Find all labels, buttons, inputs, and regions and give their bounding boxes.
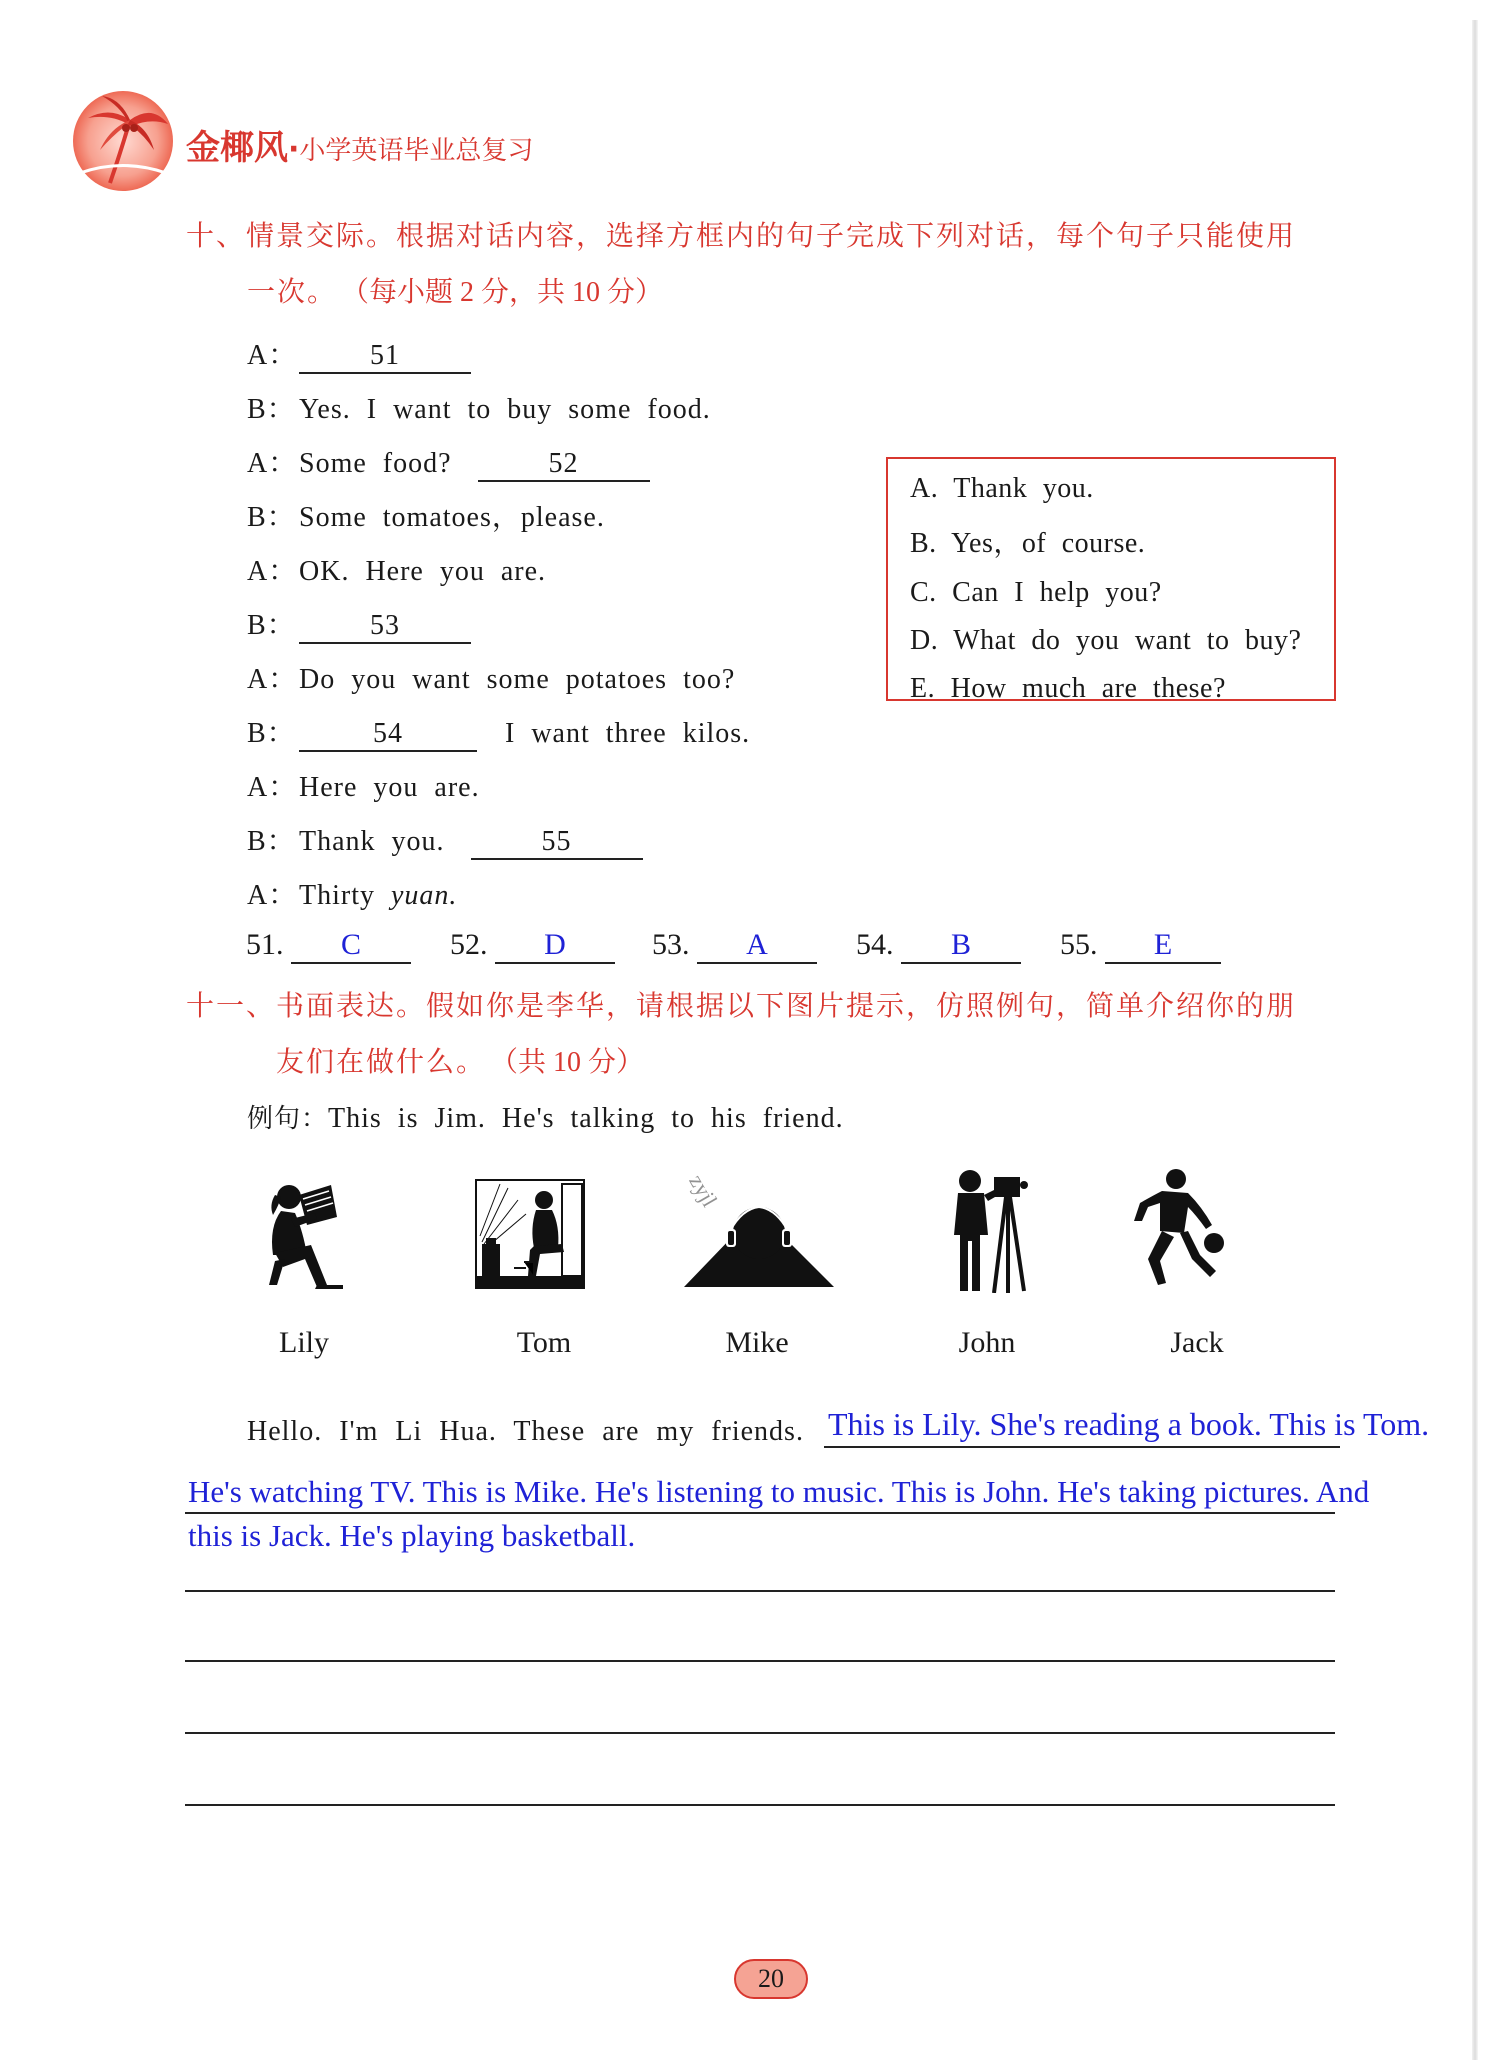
option-a: A. Thank you.: [910, 473, 1094, 504]
mike-listening-music-picture: [682, 1195, 836, 1294]
writing-line-1-underline: [824, 1446, 1340, 1448]
dialog-line-4: [247, 495, 605, 535]
blank-51[interactable]: [299, 340, 471, 372]
answer-text-line1[interactable]: This is Lily. She's reading a book. This is Tom.: [828, 1406, 1430, 1442]
header: [186, 120, 533, 169]
speaker: A：: [247, 772, 298, 803]
dialog-text: Thirty: [299, 880, 375, 911]
answer-field[interactable]: [697, 928, 817, 962]
example-sentence: [247, 1098, 844, 1135]
name-jack: Jack: [1170, 1326, 1224, 1359]
dialog-line-3: [247, 441, 650, 481]
blank-number: 52: [548, 448, 579, 479]
speaker: B：: [247, 718, 296, 749]
answer-value: C: [340, 928, 361, 961]
answer-number: 51.: [246, 928, 284, 961]
answer-value: E: [1153, 928, 1173, 961]
answer-54: [856, 928, 1021, 962]
answer-55: [1060, 928, 1221, 962]
speaker: B：: [247, 826, 296, 857]
dialog-text-italic: yuan.: [391, 880, 458, 911]
speaker: A：: [247, 448, 298, 479]
dialog-text: Do you want some potatoes too?: [299, 664, 736, 695]
answer-value: A: [746, 928, 768, 961]
writing-line-2[interactable]: [185, 1512, 1335, 1514]
dialog-text: Here you are.: [299, 772, 480, 803]
dialog-text: Some food?: [299, 448, 452, 479]
dialog-line-8: [247, 711, 750, 751]
dialog-line-11: [247, 873, 457, 913]
answer-number: 55.: [1060, 928, 1098, 961]
speaker: B：: [247, 610, 296, 641]
speaker: A：: [247, 880, 298, 911]
speaker: B：: [247, 394, 296, 425]
writing-line-4[interactable]: [185, 1660, 1335, 1662]
watermark: zyjl: [684, 1170, 723, 1212]
brand-name: 金椰风: [186, 128, 288, 168]
blank-number: 55: [541, 826, 572, 857]
jack-playing-basketball-picture: [1126, 1167, 1232, 1294]
blank-53[interactable]: [299, 610, 471, 642]
lily-reading-picture: [255, 1175, 355, 1295]
section10-title-tail: 一次。: [247, 275, 338, 308]
name-john: John: [958, 1326, 1016, 1359]
answer-number: 53.: [652, 928, 690, 961]
john-taking-pictures-picture: [944, 1165, 1040, 1298]
answer-field[interactable]: [1105, 928, 1221, 962]
name-lily: Lily: [279, 1326, 329, 1359]
dialog-line-5: [247, 549, 546, 589]
answer-52: [450, 928, 615, 962]
answer-text-line3[interactable]: this is Jack. He's playing basketball.: [188, 1518, 636, 1553]
writing-line-6[interactable]: [185, 1804, 1335, 1806]
tom-watching-tv-picture: [474, 1178, 586, 1295]
option-c: C. Can I help you?: [910, 577, 1162, 608]
options-box: [886, 457, 1336, 704]
speaker: A：: [247, 556, 298, 587]
section11-title-line2: [276, 1040, 644, 1080]
writing-line-5[interactable]: [185, 1732, 1335, 1734]
dialog-text: Some tomatoes，please.: [299, 502, 605, 533]
example-text: This is Jim. He's talking to his friend.: [328, 1103, 844, 1134]
answer-field[interactable]: [495, 928, 615, 962]
section10-title-line2: [247, 270, 663, 310]
dialog-text: I want three kilos.: [505, 718, 751, 749]
blank-number: 54: [373, 718, 403, 749]
dialog-line-7: [247, 657, 735, 697]
dialog-line-10: [247, 819, 643, 859]
answer-value: D: [544, 928, 566, 961]
section11-title-tail: 友们在做什么。: [276, 1045, 487, 1078]
option-e: E. How much are these?: [910, 673, 1226, 704]
dialog-text: OK. Here you are.: [299, 556, 547, 587]
answer-51: [246, 928, 411, 962]
speaker: B：: [247, 502, 296, 533]
blank-number: 51: [370, 340, 400, 371]
dialog-line-2: [247, 387, 711, 427]
name-tom: Tom: [516, 1326, 572, 1359]
section11-score: （共 10 分）: [490, 1047, 645, 1078]
writing-intro: Hello. I'm Li Hua. These are my friends.: [247, 1416, 804, 1447]
dialog-line-1: [247, 333, 471, 373]
blank-number: 53: [370, 610, 400, 641]
page-number-badge: [734, 1959, 808, 1999]
section10-title-line1: 十、情景交际。根据对话内容，选择方框内的句子完成下列对话，每个句子只能使用: [186, 219, 1297, 252]
book-subtitle: 小学英语毕业总复习: [299, 136, 534, 166]
page-edge: [1472, 20, 1478, 2060]
page-number: 20: [758, 1964, 784, 1993]
speaker: A：: [247, 340, 298, 371]
dialog-text: Thank you.: [299, 826, 445, 857]
answer-text-line2[interactable]: He's watching TV. This is Mike. He's listening to music. This is John. He's taking pictures. And: [188, 1474, 1370, 1509]
answer-53: [652, 928, 817, 962]
answer-field[interactable]: [291, 928, 411, 962]
dialog-line-9: [247, 765, 480, 805]
brand-logo: [70, 88, 176, 194]
blank-55[interactable]: [471, 826, 643, 858]
blank-54[interactable]: [299, 718, 477, 750]
answer-value: B: [950, 928, 971, 961]
dialog-text: Yes. I want to buy some food.: [299, 394, 711, 425]
dialog-line-6: [247, 603, 471, 643]
name-mike: Mike: [725, 1326, 789, 1359]
answer-number: 52.: [450, 928, 488, 961]
option-b: B. Yes，of course.: [910, 528, 1146, 559]
example-label: 例句：: [247, 1104, 329, 1134]
brand-dot: ·: [288, 132, 300, 167]
section10-score: （每小题 2 分，共 10 分）: [341, 277, 664, 308]
section11-title-line1: 十一、书面表达。假如你是李华，请根据以下图片提示，仿照例句，简单介绍你的朋: [186, 989, 1297, 1022]
answer-number: 54.: [856, 928, 894, 961]
answer-field[interactable]: [901, 928, 1021, 962]
speaker: A：: [247, 664, 298, 695]
option-d: D. What do you want to buy?: [910, 625, 1302, 656]
blank-52[interactable]: [478, 448, 650, 480]
writing-line-3[interactable]: [185, 1590, 1335, 1592]
